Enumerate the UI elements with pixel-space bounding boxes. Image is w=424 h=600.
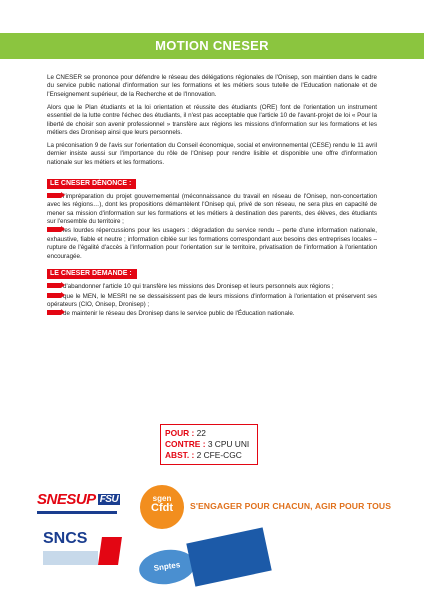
page-title-banner: MOTION CNESER <box>0 33 424 59</box>
arrow-icon <box>47 293 61 298</box>
vote-results-box <box>160 424 258 465</box>
vote-abstention: ABST. : 2 CFE-CGC <box>165 450 242 460</box>
demande-item: de maintenir le réseau des Dronisep dans le service public de l'Éducation nationale. <box>47 310 377 318</box>
sncs-fsu-mark <box>98 537 122 565</box>
sncs-logo: SNCS <box>43 530 88 547</box>
arrow-icon <box>47 193 61 198</box>
intro-paragraph: Le CNESER se prononce pour défendre le réseau des délégations régionales de l'Onisep, son maintien dans le cadre du service public national d'information sur les formations et les métiers sous tutelle de l'Education nationale et de l'Enseignement supérieur, de la Recherche et de l'Innovation. <box>47 74 377 98</box>
snesup-logo: SNESUP FSU <box>37 491 119 508</box>
sncs-band <box>43 551 98 565</box>
denonce-heading: LE CNESER DÉNONCE : <box>47 179 136 189</box>
demande-item: que le MEN, le MESRI ne se dessaisissent pas de leurs missions d'information à l'orientation et préservent ses opérateurs (CIO, Onisep, Dronisep) ; <box>47 292 377 308</box>
vote-pour: POUR : 22 <box>165 428 206 438</box>
vote-contre: CONTRE : 3 CPU UNI <box>165 439 250 449</box>
snptes-logo: Snptes <box>137 546 197 587</box>
cese-paragraph: La préconisation 9 de l'avis sur l'orientation du Conseil économique, social et environnemental (CESE) rendu le 11 avril dernier insiste aussi sur l'importance du rôle de l'Onisep pour rendre lisible et disponible une offre d'information nationale sur les métiers et les formations. <box>47 142 377 166</box>
arrow-icon <box>47 283 61 288</box>
denonce-item: l'impréparation du projet gouvernemental (méconnaissance du travail en réseau de l'Onisep, non-concertation avec les régions…), dont les propositions démantèlent l'Onisep qui, privé de son réseau, ne sera plus en capacité de mener sa mission d'information sur les formations et les métiers à destination des parents, des élèves, des étudiants sur l'ensemble du territoire ; <box>47 192 377 226</box>
union-logos <box>0 485 424 595</box>
snesup-underline <box>37 511 117 514</box>
context-paragraph: Alors que le Plan étudiants et la loi orientation et réussite des étudiants (ORE) font de l'orientation un instrument essentiel de la lutte contre l'échec des étudiants, il n'est pas acceptable que l'article 10 de l'avant-projet de loi « Pour la liberté de choisir son avenir professionnel » transfère aux régions les missions d'information sur les formations et les métiers des Dronisep ainsi que leurs personnels. <box>47 103 377 137</box>
arrow-icon <box>47 227 61 232</box>
denonce-item: les lourdes répercussions pour les usagers : dégradation du service rendu – perte d'une information nationale, exhaustive, fiable et neutre ; information ciblée sur les formations correspondant aux besoins des entreprises locales – rupture de l'égalité d'accès à l'information pour l'orientation sur le territoire, privatisation de l'information à l'orientation encouragée. <box>47 227 377 260</box>
demande-heading: LE CNESER DEMANDE : <box>47 269 137 279</box>
arrow-icon <box>47 310 61 315</box>
snptes-banner <box>186 527 271 586</box>
sgen-cfdt-logo: sgen Cfdt <box>140 485 184 529</box>
cfdt-slogan: S'ENGAGER POUR CHACUN, AGIR POUR TOUS <box>190 501 392 511</box>
motion-body <box>47 74 377 320</box>
demande-item: d'abandonner l'article 10 qui transfère les missions des Dronisep et leurs personnels aux régions ; <box>47 283 377 291</box>
